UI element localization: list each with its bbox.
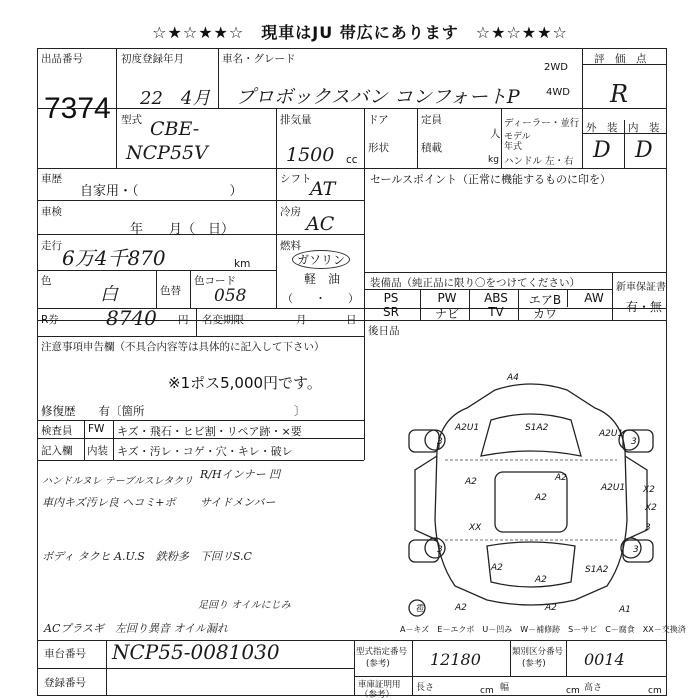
- name-change-month: 月: [296, 314, 307, 326]
- name-change-label: 名変期限: [202, 314, 244, 326]
- handnote-6: 足回り オイルにじみ: [198, 600, 291, 611]
- color-code-value: 058: [214, 286, 247, 306]
- damage-mark: A2: [535, 575, 547, 585]
- damage-mark: A2: [465, 477, 477, 487]
- interior-value: D: [635, 138, 653, 163]
- color-label: 色: [41, 275, 52, 287]
- class-no-label: 類別区分番号: [512, 647, 564, 657]
- color-code-label: 色コード: [194, 275, 236, 287]
- type-no-label: 型式指定番号: [356, 647, 408, 657]
- history-label: 車歴: [41, 173, 62, 185]
- equip-0: PS: [383, 291, 399, 305]
- chassis-label: 車台番号: [44, 648, 86, 660]
- chassis-value: NCP55-0081030: [112, 640, 280, 664]
- displacement-label: 排気量: [280, 114, 312, 126]
- damage-mark: A1: [619, 605, 631, 615]
- recycle-value: 8740: [106, 306, 157, 330]
- cert-length: 長さ: [416, 683, 435, 693]
- first-reg-value: 22 4月: [140, 88, 211, 109]
- name-change-day: 日: [346, 314, 357, 326]
- lot-label: 出品番号: [41, 53, 83, 65]
- banner: ☆★☆★★☆ 現車はJU 帯広にあります ☆★☆★★☆: [152, 23, 568, 42]
- handnote-5: ボディ タクヒ A.U.S 鉄粉多 下回リS.C: [42, 550, 252, 563]
- equip-3: エアB: [528, 293, 562, 307]
- damage-mark: A2U1: [599, 429, 624, 439]
- class-no-sub: (参考): [522, 659, 546, 669]
- load-label: 積載: [421, 142, 442, 154]
- damage-mark: XX: [469, 523, 482, 533]
- cert-label: 車庫証明用: [358, 680, 401, 690]
- cert-height-cm: cm: [648, 686, 662, 696]
- type-no-sub: (参考): [366, 659, 390, 669]
- load-unit: kg: [488, 155, 499, 165]
- warranty-value: 有・無: [626, 300, 663, 314]
- dealer-label: ディーラー・並行: [504, 118, 580, 129]
- damage-mark: A2U1: [601, 483, 626, 493]
- capacity-label: 定員: [421, 114, 442, 126]
- rating-label: 評 価 点: [594, 53, 647, 65]
- reg-no-label: 登録番号: [44, 677, 86, 689]
- warranty-label: 新車保証書: [616, 282, 666, 293]
- damage-mark: X2: [643, 485, 655, 495]
- model-line2: NCP55V: [126, 142, 208, 164]
- equip2-3: カワ: [532, 307, 557, 321]
- diagram-legend: A－キズ E－エクボ U－凹み W－補修跡 S－サビ C－腐食 XX－交換済: [400, 625, 686, 634]
- cert-height: 高さ: [584, 683, 603, 693]
- door-label: ドア: [368, 114, 389, 126]
- handnote-2: 車内キズ汚レ良 ヘコミ+ポ: [42, 496, 176, 509]
- recycle-unit: 円: [178, 314, 189, 326]
- damage-mark: 3: [437, 545, 443, 555]
- equipment-label: 装備品（純正品に限り〇をつけてください）: [370, 277, 580, 289]
- damage-mark: A2: [555, 473, 567, 483]
- inspection-label: 車検: [41, 206, 62, 218]
- shift-value: AT: [310, 178, 336, 200]
- equip-1: PW: [437, 291, 457, 305]
- shift-label: シフト: [280, 173, 312, 185]
- entry-label: 記入欄: [41, 445, 73, 457]
- damage-mark: 3: [633, 545, 639, 555]
- damage-mark: S1A2: [525, 423, 549, 433]
- fuel-label: 燃料: [280, 240, 301, 252]
- type-no-value: 12180: [430, 650, 481, 669]
- inspector-label: 検査員: [41, 425, 73, 437]
- equip-2: ABS: [484, 291, 508, 305]
- notes-label: 注意事項申告欄（不具合内容等は具体的に記入して下さい）: [41, 341, 325, 353]
- cert-length-cm: cm: [480, 686, 494, 696]
- handnote-3: R/Hインナー 凹: [200, 468, 281, 481]
- car-name-value: プロボックスバン コンフォートP: [236, 86, 520, 108]
- damage-mark: A4: [507, 373, 519, 383]
- interior-label-row: 内装: [87, 445, 108, 457]
- equip2-0: SR: [383, 305, 399, 319]
- fuel-diesel: 軽 油: [304, 272, 341, 286]
- handnote-4: サイドメンバー: [200, 496, 276, 509]
- fuel-gasoline: ガソリン: [292, 250, 350, 269]
- drive-4wd: 4WD: [546, 87, 570, 98]
- class-no-value: 0014: [584, 650, 625, 669]
- drive-2wd: 2WD: [544, 62, 568, 73]
- displacement-unit: cc: [346, 154, 358, 166]
- color-value: 白: [100, 284, 118, 305]
- notes-text: ※1ポス5,000円です。: [168, 374, 322, 392]
- fw-items: キズ・飛石・ヒビ割・リペア跡・×要: [117, 425, 302, 438]
- damage-diagram: [395, 360, 667, 620]
- repair-history: 修復歴 有〔箇所 〕: [41, 404, 306, 418]
- handnote-1: ハンドルヌレ テーブルスレタクリ: [42, 476, 194, 487]
- car-name-label: 車名・グレード: [222, 53, 296, 65]
- model-line1: CBE-: [150, 118, 200, 140]
- lot-number: 7374: [44, 92, 111, 125]
- cert-sub: （参考）: [360, 690, 395, 700]
- damage-mark: A2U1: [455, 423, 480, 433]
- shape-label: 形状: [368, 142, 389, 154]
- mileage-value: 6万4千870: [62, 246, 166, 270]
- model-year-label: モデル: [504, 132, 531, 142]
- damage-mark: A2: [455, 603, 467, 613]
- equip2-2: TV: [488, 305, 504, 319]
- mileage-label: 走行: [41, 240, 62, 252]
- rating-value: R: [610, 80, 629, 108]
- damage-mark: 雹: [415, 604, 425, 614]
- inspection-value: 年 月（ 日）: [130, 222, 235, 237]
- handnote-7: ACプラスギ 左回り異音 オイル漏れ: [44, 622, 228, 635]
- damage-mark: 3: [631, 437, 637, 447]
- damage-mark: S1A2: [585, 565, 609, 575]
- capacity-unit: 人: [490, 128, 501, 140]
- equip2-1: ナビ: [434, 307, 459, 321]
- exterior-value: D: [593, 138, 611, 163]
- cooling-value: AC: [306, 213, 335, 235]
- model-label: 型式: [121, 114, 142, 126]
- mileage-unit: km: [234, 258, 251, 270]
- fw-label: FW: [88, 423, 105, 435]
- model-year-sub: 年式: [504, 142, 523, 152]
- damage-mark: A2: [545, 603, 557, 613]
- cert-width-cm: cm: [566, 686, 580, 696]
- damage-mark: A2: [491, 563, 503, 573]
- recycle-label: R券: [41, 314, 59, 326]
- sales-point-label: セールスポイント（正常に機能するものに印を）: [370, 173, 612, 186]
- equip-4: AW: [584, 291, 604, 305]
- cooling-label: 冷房: [280, 206, 301, 218]
- damage-mark: 3: [437, 437, 443, 447]
- rear-items-label: 後日品: [368, 325, 400, 337]
- color-change-label: 色替: [160, 285, 181, 297]
- cert-width: 幅: [500, 683, 510, 693]
- damage-mark: A2: [535, 493, 547, 503]
- damage-mark: X2: [645, 503, 657, 513]
- fuel-paren: （ ・ ）: [282, 292, 359, 305]
- first-reg-label: 初度登録年月: [121, 53, 184, 65]
- displacement-value: 1500: [286, 144, 335, 166]
- interior-label: 内 装: [628, 122, 660, 134]
- exterior-label: 外 装: [586, 122, 618, 134]
- damage-mark: 3: [645, 523, 651, 533]
- interior-items: キズ・汚レ・コゲ・穴・キレ・破レ: [117, 445, 293, 458]
- handle-label: ハンドル 左・右: [504, 156, 574, 167]
- history-value: 自家用・（ ）: [80, 184, 243, 199]
